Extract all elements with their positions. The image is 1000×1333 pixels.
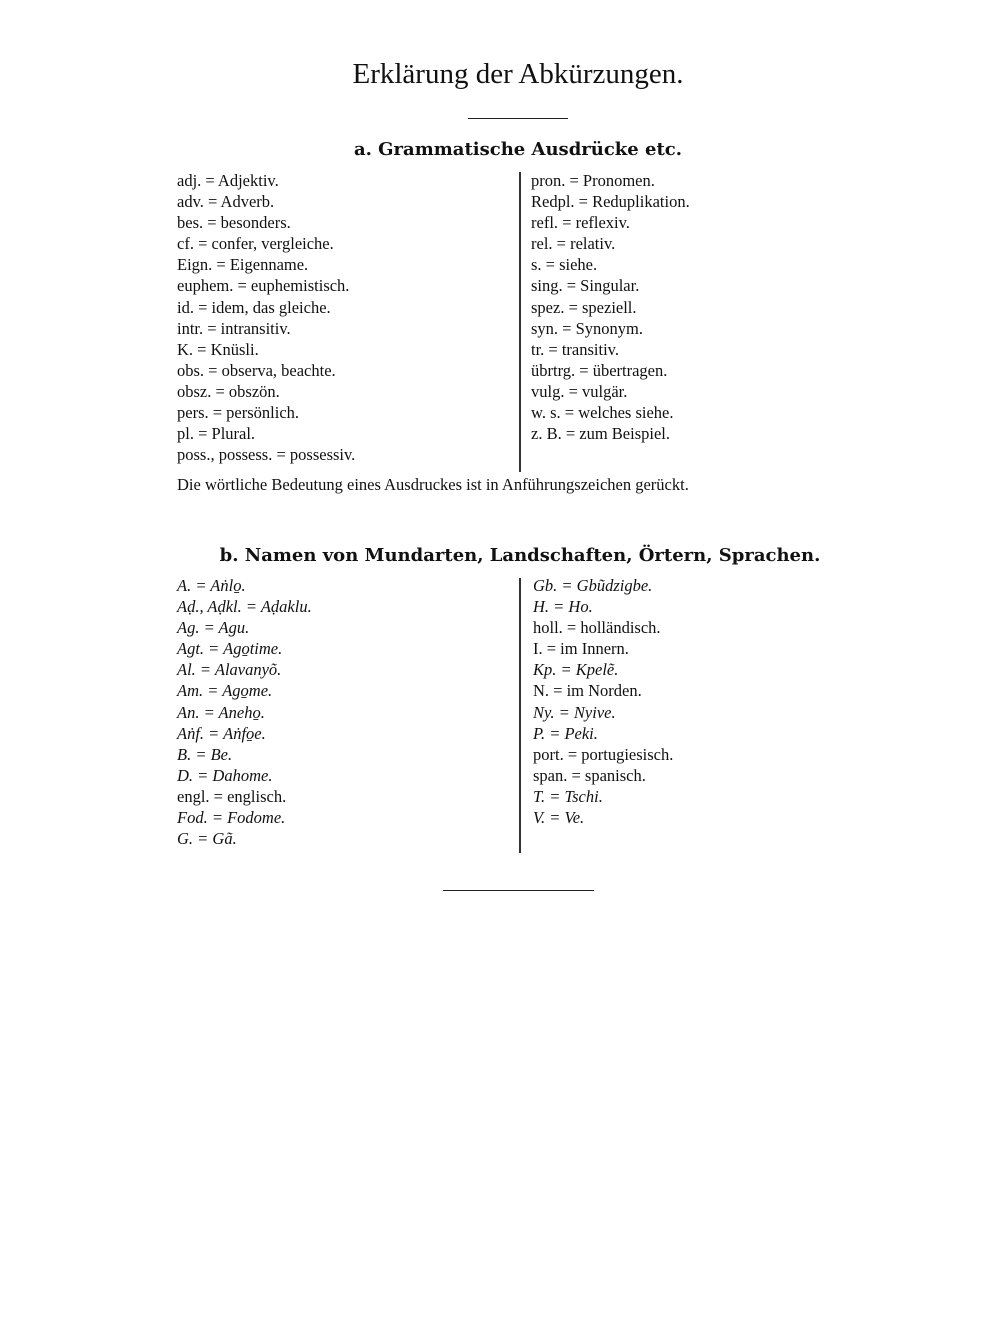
- abbreviation-entry: sing. = Singular.: [531, 276, 640, 296]
- title-divider: [468, 118, 568, 119]
- abbreviation-entry: obs. = observa, beachte.: [177, 360, 336, 380]
- abbreviation-entry: port. = portugiesisch.: [533, 744, 674, 764]
- end-divider: [443, 890, 594, 891]
- abbreviation-entry: spez. = speziell.: [531, 297, 637, 317]
- section-b-right-column: [533, 575, 673, 828]
- column-divider: [519, 578, 521, 853]
- abbreviation-entry: Aṅf. = Aṅfo̱e.: [177, 723, 266, 743]
- abbreviation-entry: intr. = intransitiv.: [177, 318, 291, 338]
- abbreviation-entry: z. B. = zum Beispiel.: [531, 424, 670, 444]
- abbreviation-entry: Al. = Alavanyõ.: [177, 660, 282, 680]
- abbreviation-entry: H. = Ho.: [533, 597, 593, 617]
- abbreviation-entry: pers. = persönlich.: [177, 403, 300, 423]
- abbreviation-entry: I. = im Innern.: [533, 639, 629, 659]
- page-title: Erklärung der Abkürzungen.: [352, 58, 684, 90]
- abbreviation-entry: refl. = reflexiv.: [531, 213, 630, 233]
- abbreviation-entry: B. = Be.: [177, 744, 233, 764]
- abbreviation-entry: Agt. = Ago̱time.: [177, 639, 283, 659]
- abbreviation-entry: Am. = Ago̱me.: [177, 681, 273, 701]
- abbreviation-entry: Kp. = Kpelẽ.: [533, 660, 619, 680]
- section-a-note: Die wörtliche Bedeutung eines Ausdruckes ist in Anführungszeichen gerückt.: [177, 475, 689, 494]
- section-a-heading: a. Grammatische Ausdrücke etc.: [353, 139, 682, 160]
- abbreviation-entry: poss., possess. = possessiv.: [177, 445, 356, 465]
- abbreviation-entry: Gb. = Gbũdzigbe.: [533, 576, 653, 595]
- abbreviation-entry: V. = Ve.: [533, 808, 585, 828]
- abbreviation-entry: obsz. = obszön.: [177, 381, 280, 401]
- abbreviation-entry: Fod. = Fodome.: [177, 808, 286, 828]
- abbreviation-entry: holl. = holländisch.: [533, 618, 661, 638]
- abbreviation-entry: euphem. = euphemistisch.: [177, 276, 350, 296]
- abbreviation-entry: rel. = relativ.: [531, 234, 616, 254]
- abbreviation-entry: tr. = transitiv.: [531, 339, 619, 359]
- abbreviation-entry: bes. = besonders.: [177, 213, 291, 233]
- abbreviation-entry: pl. = Plural.: [177, 424, 256, 444]
- abbreviation-entry: id. = idem, das gleiche.: [177, 297, 331, 317]
- section-a-right-column: [531, 170, 690, 444]
- abbreviation-entry: Ag. = Agu.: [177, 618, 250, 638]
- abbreviation-entry: adv. = Adverb.: [177, 192, 275, 212]
- abbreviation-entry: Ny. = Nyive.: [533, 702, 616, 722]
- abbreviation-entry: D. = Dahome.: [177, 765, 273, 785]
- abbreviation-entry: T. = Tschi.: [533, 786, 603, 806]
- abbreviation-entry: pron. = Pronomen.: [531, 171, 655, 190]
- abbreviation-entry: A. = Aṅlo̱.: [177, 576, 246, 595]
- abbreviation-entry: syn. = Synonym.: [531, 318, 643, 338]
- abbreviation-entry: Redpl. = Reduplikation.: [531, 192, 690, 212]
- abbreviation-entry: K. = Knüsli.: [177, 339, 259, 359]
- abbreviation-entry: übrtrg. = übertragen.: [531, 360, 668, 380]
- abbreviation-entry: vulg. = vulgär.: [531, 381, 628, 401]
- abbreviation-entry: P. = Peki.: [533, 723, 598, 743]
- abbreviation-entry: Aḍ., Aḍkl. = Aḍaklu.: [177, 597, 312, 617]
- abbreviation-entry: s. = siehe.: [531, 255, 598, 275]
- column-divider: [519, 172, 521, 472]
- section-b-heading: b. Namen von Mundarten, Landschaften, Örtern, Sprachen.: [219, 545, 821, 566]
- abbreviation-entry: engl. = englisch.: [177, 786, 287, 806]
- abbreviation-entry: w. s. = welches siehe.: [531, 403, 674, 423]
- abbreviation-entry: An. = Aneho̱.: [177, 702, 265, 722]
- section-a-left-column: [177, 170, 355, 465]
- abbreviation-entry: cf. = confer, vergleiche.: [177, 234, 334, 254]
- abbreviation-entry: span. = spanisch.: [533, 765, 646, 785]
- abbreviation-entry: Eign. = Eigenname.: [177, 255, 309, 275]
- abbreviation-entry: G. = Gã.: [177, 829, 237, 849]
- abbreviation-entry: N. = im Norden.: [533, 681, 642, 701]
- abbreviation-entry: adj. = Adjektiv.: [177, 171, 279, 190]
- section-b-left-column: [177, 575, 312, 849]
